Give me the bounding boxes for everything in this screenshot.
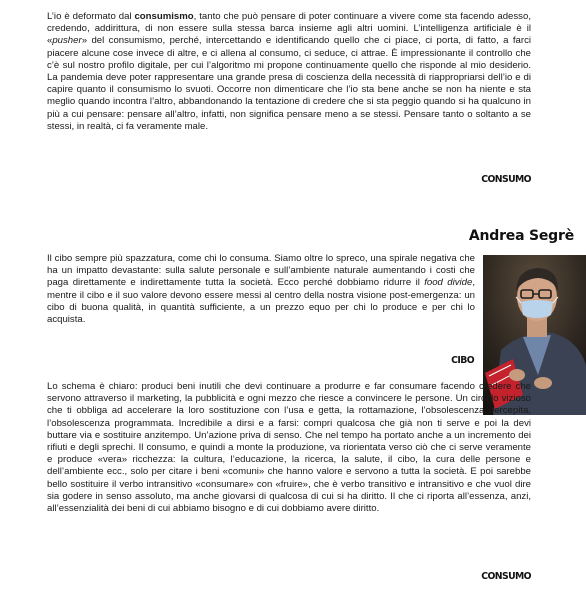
section-tag-consumo-1: CONSUMO bbox=[481, 174, 531, 185]
paragraph-rest: » del consumismo, perché, intercettando e identificando quello che ci piace, ci porta, di fatto, a farci piacere alcune cose invece di altre, e ci allena al consumo, ci seduce, ci attrae. È impressionante il controllo che c’è sul nostro profilo digitale, per cui l’algoritmo mi propone continuamente quello che risponde al mio desiderio. La pandemia deve poter rappresentare una grande presa di coscienza della necessità di riappropriarsi dell’io e di capire quanto il consumismo lo svuoti. Occorre non dimenticare che l’io sta bene anche se non ha niente e sta meglio quando incontra l’altro, abbandonando la tentazione di credere che si sta peggio quando si ha qualcuno in più a cui pensare: pensare all’altro, infatti, non significa pensare meno a se stessi. Pensare tanto o soltanto a se stessi, in realtà, ci fa veramente male. bbox=[47, 35, 531, 132]
keyword-consumismo: consumismo bbox=[134, 11, 194, 22]
paragraph-schema bbox=[47, 381, 531, 515]
keyword-food-divide: food divide bbox=[424, 277, 473, 289]
paragraph-cibo-before: Il cibo sempre più spazzatura, come chi lo consuma. Siamo oltre lo spreco, una spirale negativa che ha un impatto devastante: sulla salute personale e sull’ambiente naturale aumentando i costi che paga direttamente e indirettamente tutta la società. Ecco perché dobbiamo ridurre il bbox=[47, 253, 475, 289]
section-tag-consumo-2: CONSUMO bbox=[481, 571, 531, 582]
paragraph-intro-prefix: L’io è deformato dal bbox=[47, 11, 135, 22]
paragraph-cibo bbox=[47, 253, 475, 326]
paragraph-intro-rest: , tanto che può pensare di poter continuare a vivere come sta facendo adesso, credendo, addirittura, di non essere sulla stessa barca insieme agli altri uomini. L’intelligenza artificiale è il « bbox=[47, 11, 531, 47]
author-name: Andrea Segrè bbox=[468, 228, 574, 244]
paragraph-cibo-after: , mentre il cibo e il suo valore devono essere messi al centro della nostra visione post-emergenza: un cibo di buona qualità, in quantità sufficiente, a un prezzo equo per chi lo produce e per chi lo acquista. bbox=[47, 277, 475, 326]
paragraph-consumismo bbox=[47, 11, 531, 133]
keyword-pusher: pusher bbox=[52, 35, 82, 47]
section-tag-cibo: CIBO bbox=[451, 355, 474, 366]
paragraph-schema-text: Lo schema è chiaro: produci beni inutili che devi continuare a produrre e far consumare facendo credere che servono attraverso il marketing, la pubblicità e ogni mezzo che riesce a convincere le persone. Un circolo vizioso che ti obbliga ad accelerare la loro sostituzione con l’usa e getta, la rottamazione, l’obsolescenza percepita, l’obsolescenza programmata. Incredibile a dirsi e a farsi: compri qualcosa che già non ti serve e poi la devi buttare via e sostituire anzitempo. Un’azione priva di senso. Che nel tempo ha portato anche a un incremento dei rifiuti e degli sprechi. Il consumo, e quindi a monte la produzione, va riorientata verso ciò che ci serve veramente e produce «vera» ricchezza: la cultura, l’educazione, la ricerca, la salute, il cibo, la cura delle persone e dell’ambiente ecc., solo per citare i beni «comuni» che hanno valore e servono a tutta la società. E poi sarebbe bello sostituire il verbo intransitivo «consumare» con «fruire», che è verbo transitivo e intransitivo e che vuol dire sia godere in senso assoluto, ma anche giovarsi di qualcosa di cui si ha diritto. Il che ci riporta all’essenza, anzi, all’essenzialità dei beni di cui abbiamo bisogno e di cui dobbiamo avere diritto. bbox=[47, 381, 531, 515]
